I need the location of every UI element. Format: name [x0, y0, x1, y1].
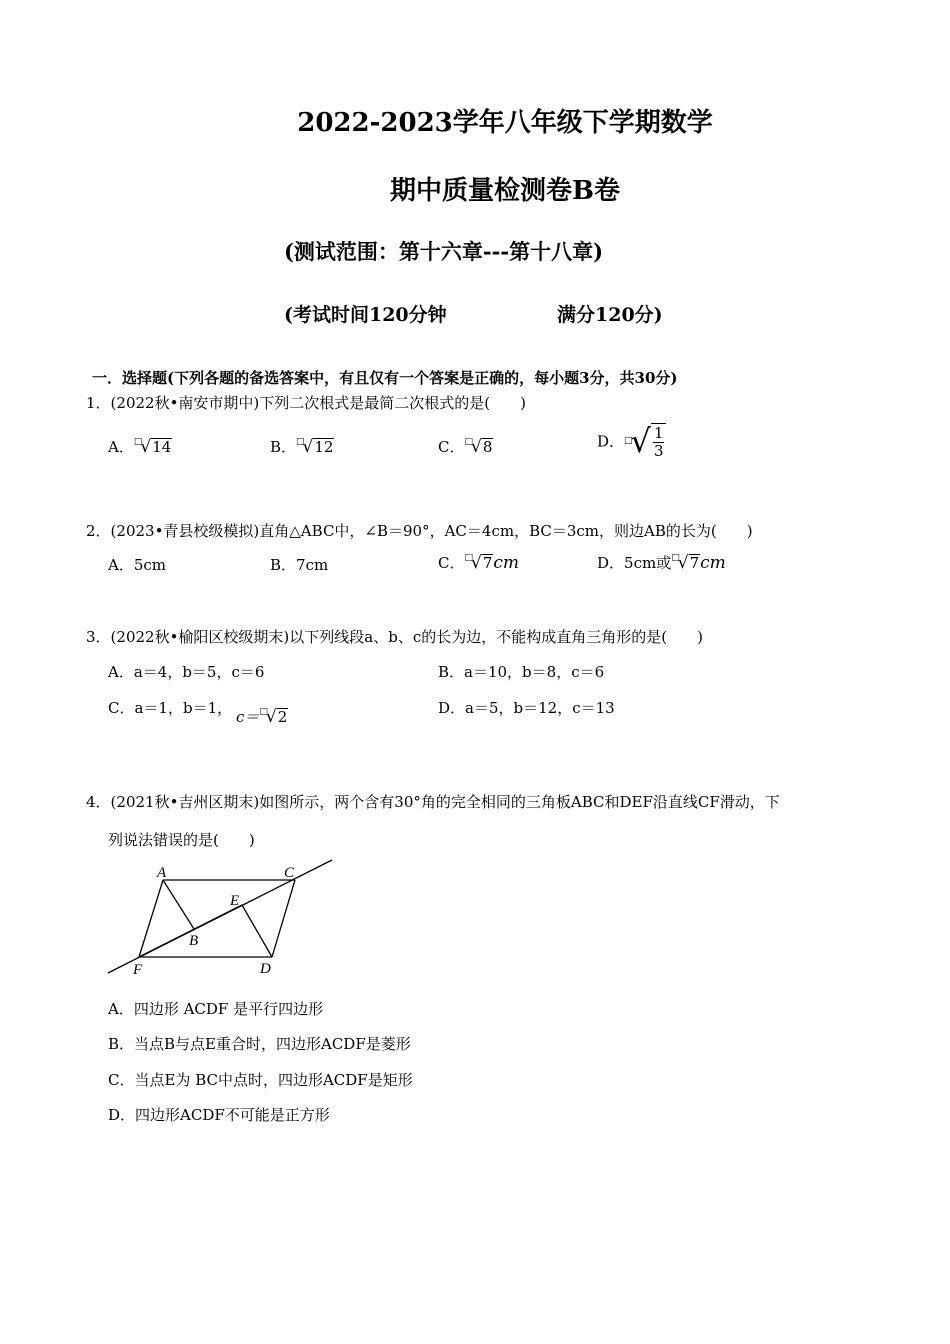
label-e: E [230, 893, 240, 909]
q2-option-b: B．7cm [270, 556, 329, 574]
label-d: D [260, 961, 271, 977]
segment-af [139, 880, 163, 957]
title-line-1: 2022-2023学年八年级下学期数学 [297, 108, 713, 138]
exam-time: (考试时间120分钟 [284, 304, 447, 326]
segment-fe [139, 905, 242, 957]
q4-option-c: C．当点E为 BC中点时，四边形ACDF是矩形 [108, 1071, 413, 1089]
q2-option-a: A．5cm [108, 556, 167, 574]
test-scope: (测试范围：第十六章---第十八章) [284, 239, 604, 264]
section-heading: 一．选择题(下列各题的备选答案中，有且仅有一个答案是正确的，每小题3分，共30分) [92, 369, 678, 387]
q3-stem: 3．(2022秋•榆阳区校级期末)以下列线段a、b、c的长为边，不能构成直角三角形的是( ) [86, 628, 703, 646]
title-line-2: 期中质量检测卷B卷 [390, 176, 620, 206]
segment-ed [242, 905, 272, 957]
q3-option-d: D．a＝5，b＝12，c＝13 [438, 699, 615, 717]
label-c: C [284, 865, 295, 881]
q4-stem-line-1: 4．(2021秋•吉州区期末)如图所示，两个含有30°角的完全相同的三角板ABC和DEF沿直线CF滑动，下 [86, 793, 780, 811]
q3-option-b: B．a＝10，b＝8，c＝6 [438, 663, 605, 681]
q1-option-d: D．□√ $\frac{1}{3}$ [597, 422, 666, 460]
q2-stem: 2．(2023•青县校级模拟)直角△ABC中，∠B＝90°，AC＝4cm，BC＝3cm，则边AB的长为( ) [86, 522, 753, 540]
label-f: F [133, 962, 143, 978]
label-b: B [189, 933, 199, 949]
q2-option-d: D．5cm或□√7cm [597, 553, 726, 573]
segment-cd [272, 880, 295, 957]
q1-stem: 1．(2022秋•南安市期中)下列二次根式是最简二次根式的是( ) [86, 394, 526, 412]
q3-option-c-math: c＝□√2 [236, 707, 288, 727]
q1-option-c: C．□√8 [438, 437, 493, 457]
q1-option-b: B．□√12 [270, 437, 334, 457]
full-score: 满分120分) [557, 304, 663, 326]
q2-option-c: C．□√7cm [438, 553, 520, 573]
q1-option-a: A．□√14 [108, 437, 172, 457]
q4-option-d: D．四边形ACDF不可能是正方形 [108, 1106, 330, 1124]
label-a: A [157, 865, 167, 881]
q3-option-c-label: C．a＝1，b＝1， [108, 699, 233, 717]
segment-ab [163, 880, 194, 929]
q4-figure [100, 855, 340, 985]
q4-stem-line-2: 列说法错误的是( ) [108, 831, 255, 849]
q4-option-a: A．四边形 ACDF 是平行四边形 [108, 1000, 324, 1018]
q4-option-b: B．当点B与点E重合时，四边形ACDF是菱形 [108, 1035, 411, 1053]
q3-option-a: A．a＝4，b＝5，c＝6 [108, 663, 265, 681]
